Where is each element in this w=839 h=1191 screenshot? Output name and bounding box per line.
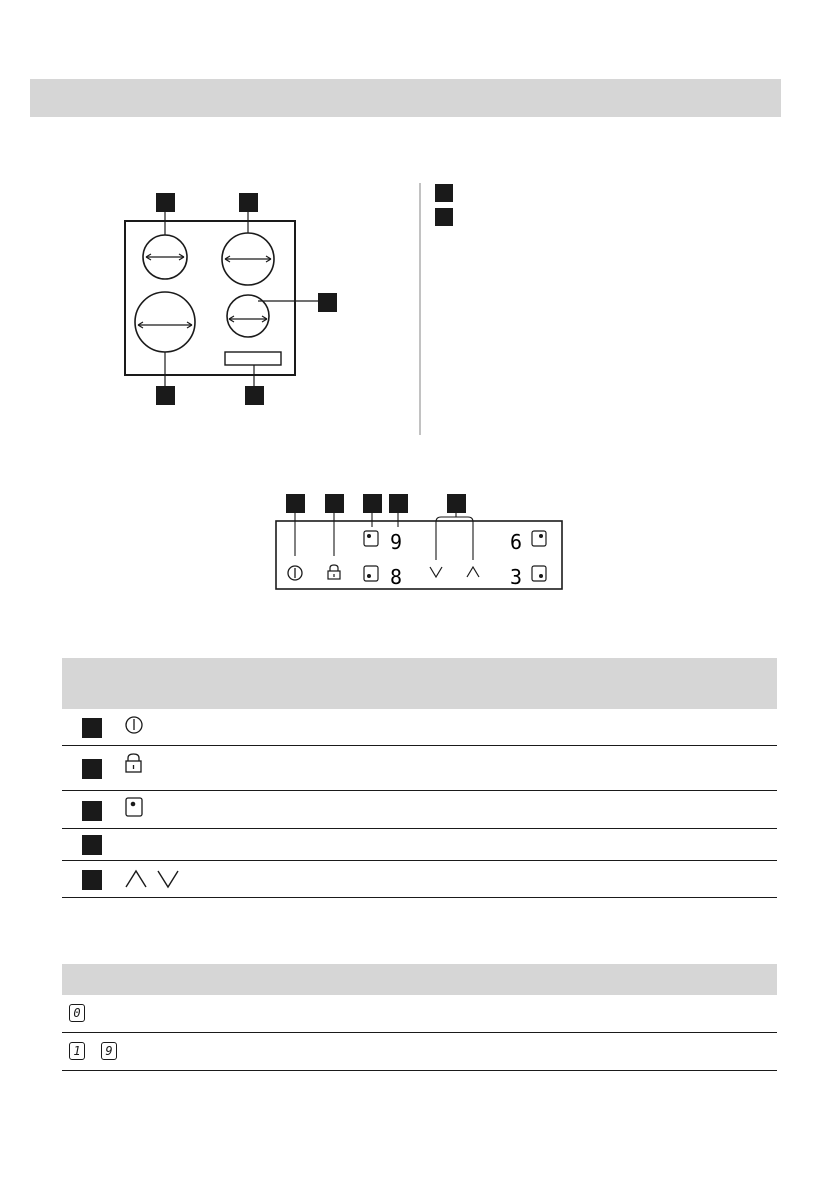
display-table-header [62,964,777,995]
chevron-up-icon[interactable] [467,567,479,577]
display-digit-icon: 1 [69,1042,85,1060]
function-table-header [62,658,777,709]
row-number-marker [82,835,102,855]
lock-icon[interactable] [328,565,340,579]
up-down-arrows-icon [124,866,188,890]
zone-select-icon [124,797,144,819]
callout-zone-select [363,494,382,513]
callout-power [286,494,305,513]
function-table [62,658,777,898]
power-icon [124,715,144,735]
zone-select-icon[interactable] [364,566,378,581]
row-number-marker [82,870,102,890]
zone-select-icon[interactable] [532,566,546,581]
power-icon[interactable] [288,566,302,580]
chevron-down-icon[interactable] [430,567,442,577]
table-row [62,861,777,898]
lock-icon [124,753,144,775]
heat-setting-display: 9 [390,530,403,554]
row-number-marker [82,759,102,779]
table-row [62,995,777,1033]
display-table [62,964,777,1071]
row-number-marker [82,718,102,738]
table-row [62,791,777,829]
display-digit-icon: 9 [101,1042,117,1060]
heat-setting-display: 6 [510,530,523,554]
zone-select-icon[interactable] [364,531,378,546]
row-number-marker [82,801,102,821]
heat-setting-display: 8 [390,565,403,589]
table-row [62,1033,777,1071]
table-row [62,746,777,791]
display-digit-icon: 0 [69,1004,85,1022]
callout-arrows [447,494,466,513]
callout-display [389,494,408,513]
zone-select-icon[interactable] [532,531,546,546]
table-row [62,829,777,861]
heat-setting-display: 3 [510,565,523,589]
table-row [62,709,777,746]
callout-lock [325,494,344,513]
